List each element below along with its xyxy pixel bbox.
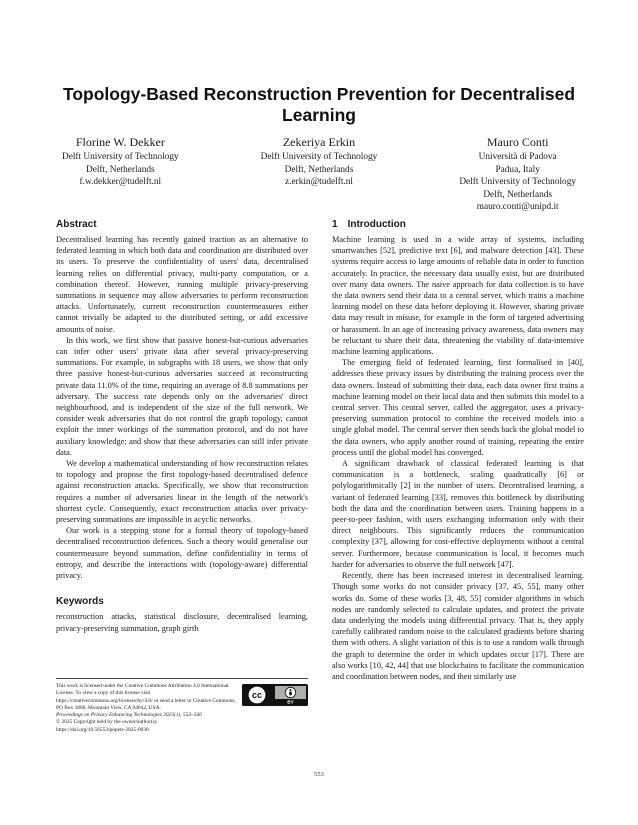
introduction-heading [332,218,584,231]
license-text: This work is licensed under the Creative Commons Attribution 4.0 International License. To view a copy of this license visit https://creativecommons.org/licenses/by/4.0/ or send a letter to Creative Commons, PO Box 1866, Mountain View, CA 94042, USA. [56,683,236,711]
intro-paragraph: Machine learning is used in a wide array of systems, including smartwatches [52], predictive text [6], and malware detection [43]. These systems require access to large amounts of reliable data in order to function accurately. In practice, the necessary data usually exist, but are distributed over many data owners. The naive approach for data collection is to have the data owners send their data to a central server, which trains a machine learning model on these data before deploying it. However, sharing private data may result in misuse, for example in the form of targeted advertising or harassment. In an age of increasing privacy awareness, data owners may be reluctant to share their data, threatening the viability of data-intensive machine learning applications. [332,235,584,357]
author-email: mauro.conti@unipd.it [476,202,559,213]
cc-by-icon [242,684,308,706]
author-2 [261,135,378,214]
author-email: z.erkin@tudelft.nl [285,177,353,188]
cc-badge-label: cc [251,690,263,701]
author-block [62,135,576,214]
abstract-paragraph: We develop a mathematical understanding of how reconstruction relates to topology and propose the first topology-based decentralised defence against reconstruction attacks. Specifically, we show that reconstruction requires a number of adversaries linear in the length of the network's shortest cycle. Consequently, exact reconstruction attacks over privacy-preserving summations are impossible in acyclic networks. [56,459,308,525]
section-number: 1 [332,219,338,230]
author-1 [62,135,179,214]
author-affiliation-2: Delft University of Technology [459,177,576,188]
proceedings-line: Proceedings on Privacy Enhancing Technologies 2025(1), 553–566 [56,712,202,719]
author-location-2: Delft, Netherlands [483,189,552,200]
keywords-heading: Keywords [56,596,104,608]
intro-paragraph: The emerging field of federated learning, first formalised in [40], addresses these privacy issues by distributing the training process over the data owners. Instead of submitting their data, each data owner first trains a machine learning model on their local data and then submits this model to a central server. This central server, called the aggregator, uses a privacy-preserving summation protocol to combine the received models into a single global model. The central server then sends back the global model to the data owners, who apply another round of training, repeating the entire process until the global model has converged. [332,358,584,457]
abstract-paragraph: Decentralised learning has recently gained traction as an alternative to federated learning in which both data and coordination are distributed over its users. To preserve the confidentiality of users' data, decentralised learning relies on differential privacy, multi-party computation, or a combination thereof. However, running multiple privacy-preserving summations in sequence may allow adversaries to perform reconstruction attacks. Unfortunately, current reconstruction countermeasures either cannot trivially be adapted to the distributed setting, or add excessive amounts of noise. [56,235,308,334]
page-number: 553 [314,771,324,778]
license-footnote [56,678,308,734]
author-location: Delft, Netherlands [284,164,354,175]
left-column [56,218,308,634]
doi-link[interactable]: https://doi.org/10.56553/popets-2025-0030 [56,726,149,733]
abstract-paragraph: Our work is a stepping stone for a formal theory of topology-based decentralised reconstruction defences. Such a theory would generalise our countermeasure beyond summation, define confidentiality in terms of entropy, and describe the interactions with (topology-aware) differential privacy. [56,526,308,581]
author-affiliation: Delft University of Technology [62,152,179,162]
author-3 [459,135,576,214]
author-location: Delft, Netherlands [85,164,155,175]
cc-by-license-badge[interactable] [242,684,308,706]
right-column [332,218,584,682]
author-affiliation: Delft University of Technology [260,152,378,162]
intro-paragraph: A significant drawback of classical federated learning is that communication is a bottleneck, scaling quadratically [6] or polylogarithmically [2] in the number of users. Decentralised learning, a variant of federated learning [33], removes this bottleneck by distributing both the data and the coordination between users. Training happens in a peer-to-peer fashion, with users exchanging information only with their direct neighbours. This significantly reduces the communication complexity [37], allowing for cost-effective deployments without a central server. Furthermore, because communication is local, it becomes much harder for adversaries to observe the full network [47]. [332,459,584,569]
paper-title: Topology-Based Reconstruction Prevention for Decentralised Learning [62,84,576,125]
copyright-line: © 2025 Copyright held by the owner/author(s). [56,719,158,726]
author-email: f.w.dekker@tudelft.nl [79,177,162,188]
intro-paragraph: Recently, there has been increased interest in decentralised learning. Though some works do not consider privacy [37, 45, 55], many other works do. Some of these works [3, 48, 55] consider algorithms in which nodes are randomly selected to calculate updates, and protect the private data underlying the models using differential privacy. That is, they apply carefully calibrated random noise to the calculated gradients before sharing them with others. A slight variation of this is to use a random walk through the graph to determine the order in which updates occur [17]. There are also works [10, 42, 44] that use blockchains to facilitate the communication and coordination between nodes, and then similarly use [332,571,584,681]
author-location: Padua, Italy [495,164,540,175]
author-name: Zekeriya Erkin [282,135,356,149]
by-badge-label: BY [287,699,294,705]
author-name: Mauro Conti [486,135,549,149]
abstract-heading: Abstract [56,219,97,230]
author-affiliation: Università di Padova [478,152,557,162]
keywords-text: reconstruction attacks, statistical disclosure, decentralised learning, privacy-preserving summation, graph girth [56,612,308,633]
author-name: Florine W. Dekker [75,135,165,149]
section-title: Introduction [347,219,406,230]
abstract-paragraph: In this work, we first show that passive honest-but-curious adversaries can infer other users' private data after several privacy-preserving summations. For example, in subgraphs with 18 users, we show that only three passive honest-but-curious adversaries succeed at reconstructing private data 11.0% of the time, requiring an average of 8.8 summations per adversary. The success rate depends only on the adversaries' direct neighbourhood, and is independent of the size of the full network. We consider weak adversaries that do not control the graph topology, cannot exploit the inner workings of the summation protocol, and do not have auxiliary knowledge; and show that these adversaries can still infer private data. [56,335,308,457]
